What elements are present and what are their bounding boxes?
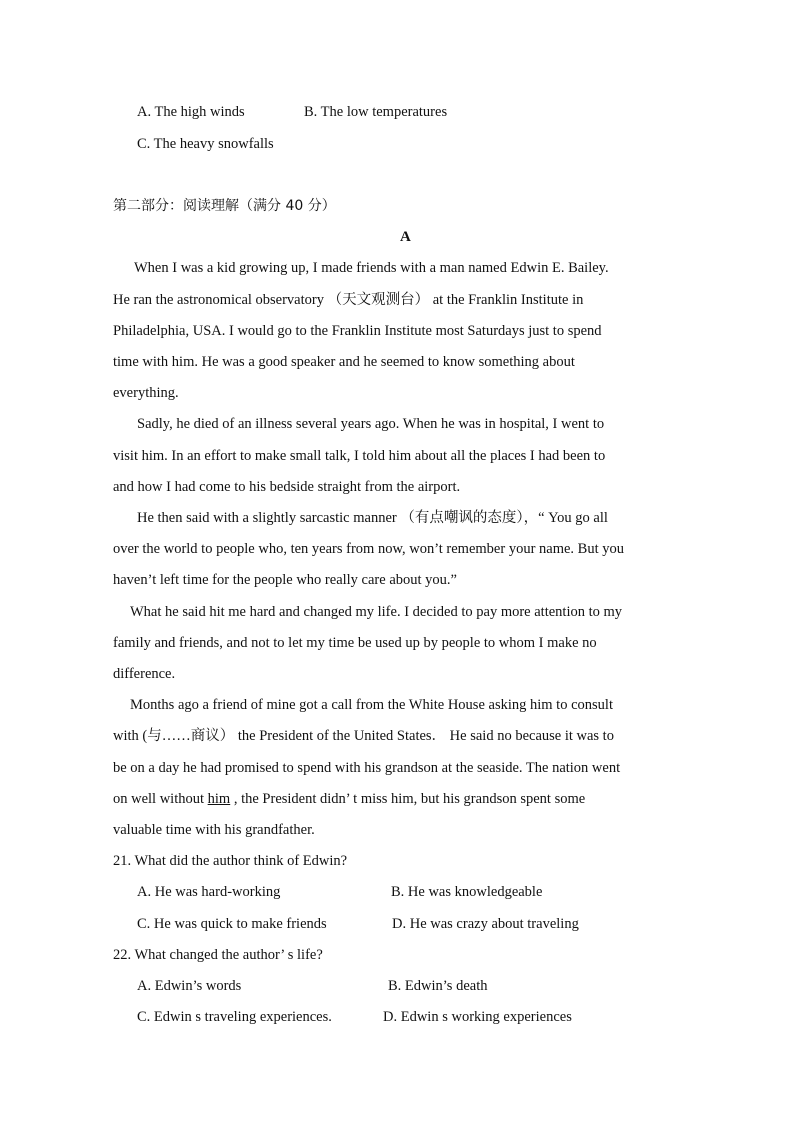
option-b: B. The low temperatures — [304, 104, 448, 120]
passage-line: Months ago a friend of mine got a call from the White House asking him to consult — [130, 697, 613, 713]
passage-line: over the world to people who, ten years from now, won’t remember your name. But you — [113, 541, 624, 557]
passage-line: Philadelphia, USA. I would go to the Franklin Institute most Saturdays just to spend — [113, 323, 602, 339]
passage-title: A — [400, 229, 411, 245]
passage-line: valuable time with his grandfather. — [113, 822, 315, 838]
passage-line: difference. — [113, 666, 176, 682]
option-c: C. The heavy snowfalls — [137, 136, 274, 152]
passage-line: haven’t left time for the people who really care about you.” — [113, 572, 457, 588]
passage-line: When I was a kid growing up, I made friends with a man named Edwin E. Bailey. — [134, 260, 609, 276]
passage-line: and how I had come to his bedside straight from the airport. — [113, 479, 461, 495]
answer-option: A. Edwin’s words — [137, 978, 242, 994]
answer-option: D. Edwin s working experiences — [383, 1009, 572, 1025]
passage-line: He then said with a slightly sarcastic manner （有点嘲讽的态度），“ You go all — [137, 510, 608, 526]
passage-line: Sadly, he died of an illness several years ago. When he was in hospital, I went to — [137, 416, 605, 432]
section-heading: 第二部分：阅读理解（满分 40 分） — [113, 198, 336, 214]
passage-line: everything. — [113, 385, 179, 401]
passage-line: be on a day he had promised to spend with his grandson at the seaside. The nation went — [113, 760, 621, 776]
question-stem: 22. What changed the author’ s life? — [113, 947, 323, 963]
answer-option: A. He was hard-working — [137, 884, 281, 900]
question-stem: 21. What did the author think of Edwin? — [113, 853, 348, 869]
passage-line: What he said hit me hard and changed my life. I decided to pay more attention to my — [130, 604, 623, 620]
passage-line: with (与……商议） the President of the United States． He said no because it was to — [113, 728, 614, 744]
answer-option: C. He was quick to make friends — [137, 916, 327, 932]
passage-line — [113, 789, 585, 809]
answer-option: D. He was crazy about traveling — [392, 916, 579, 932]
passage-line: visit him. In an effort to make small talk, I told him about all the places I had been to — [113, 448, 606, 464]
passage-text: on well without — [113, 791, 208, 807]
passage-line: He ran the astronomical observatory （天文观测台） at the Franklin Institute in — [113, 292, 584, 308]
answer-option: B. He was knowledgeable — [391, 884, 543, 900]
passage-text: , the President didn’ t miss him, but his grandson spent some — [230, 791, 586, 807]
answer-option: C. Edwin s traveling experiences. — [137, 1009, 332, 1025]
option-a: A. The high winds — [137, 104, 245, 120]
passage-line: time with him. He was a good speaker and he seemed to know something about — [113, 354, 575, 370]
answer-option: B. Edwin’s death — [388, 978, 488, 994]
underlined-word: him — [207, 791, 231, 807]
passage-line: family and friends, and not to let my time be used up by people to whom I make no — [113, 635, 597, 651]
